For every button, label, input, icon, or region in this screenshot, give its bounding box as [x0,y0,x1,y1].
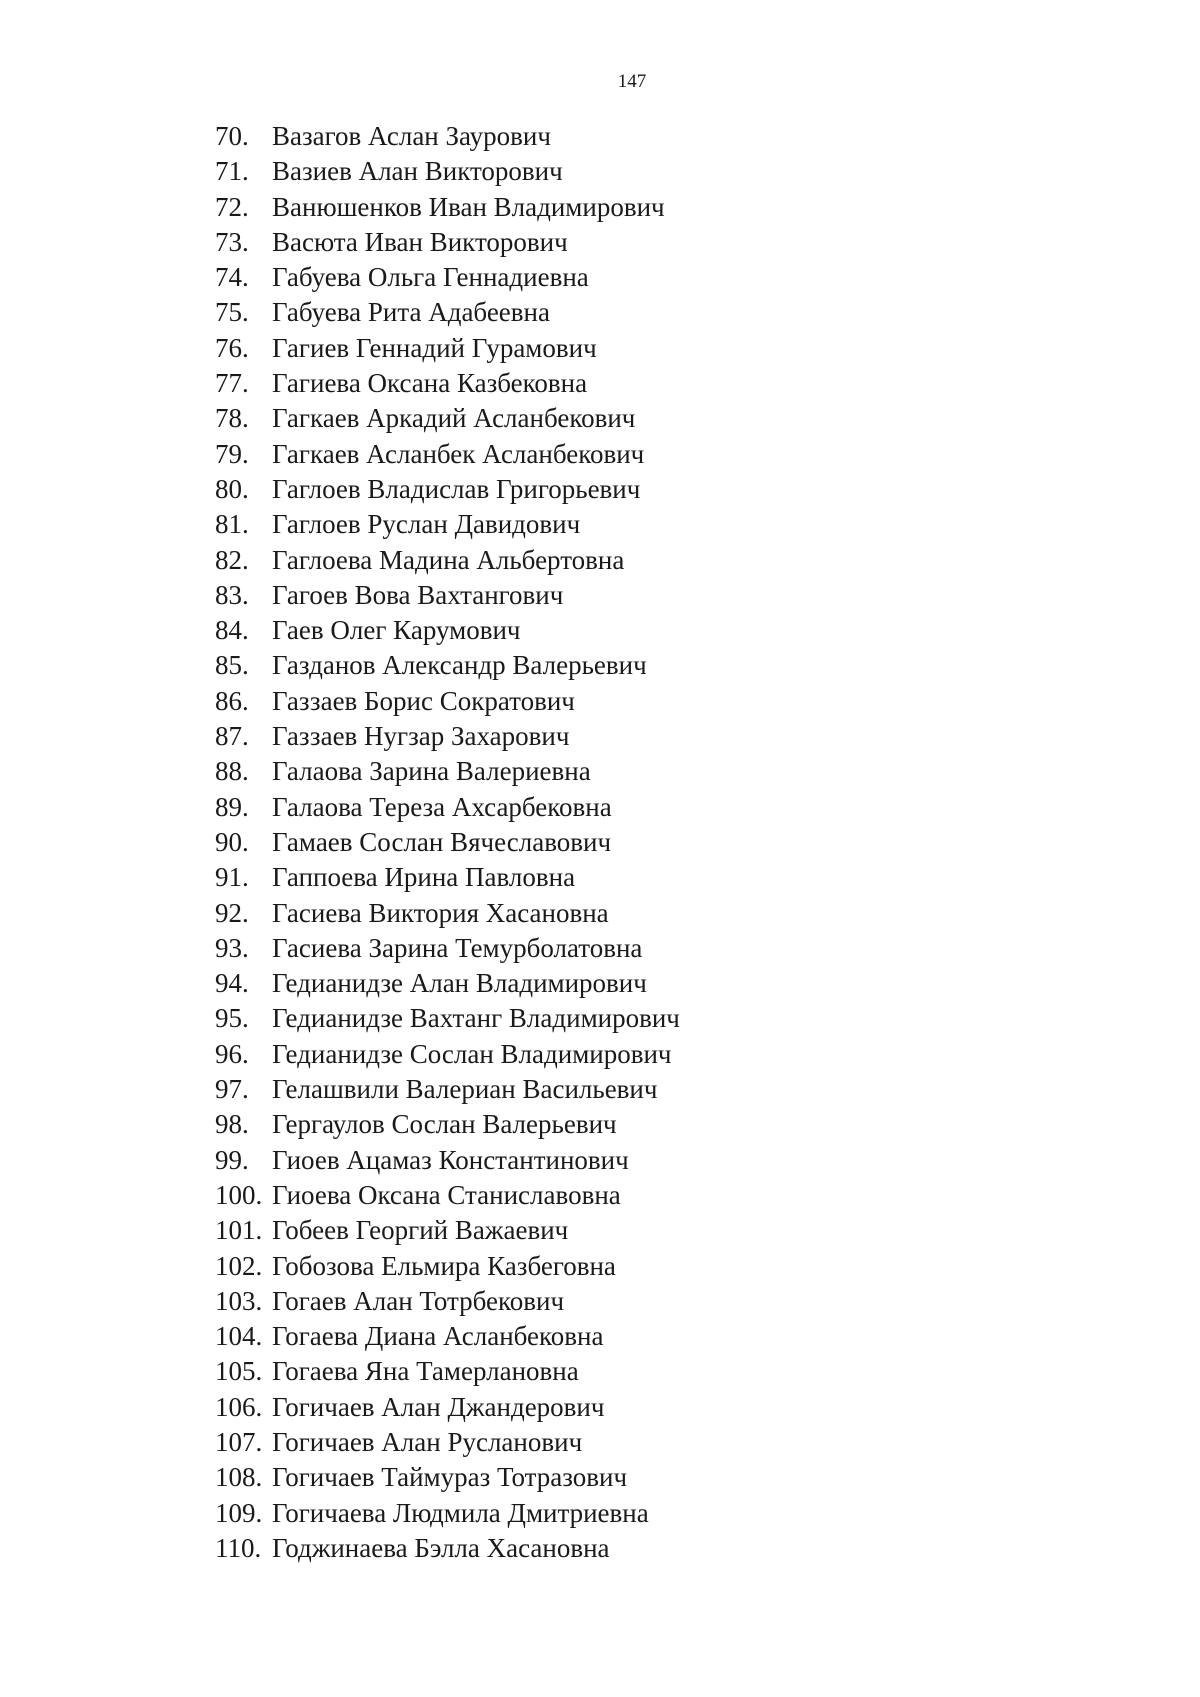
list-item [215,1460,680,1495]
list-item [215,1531,680,1566]
item-name: Гагиев Геннадий Гурамович [272,332,597,363]
item-name: Габуева Ольга Геннадиевна [272,262,589,293]
list-item [215,1354,680,1389]
item-number: 74. [215,262,249,293]
item-name: Гергаулов Сослан Валерьевич [272,1109,617,1140]
item-name: Гаев Олег Карумович [272,615,521,646]
list-item [215,1072,680,1107]
item-name: Гогаев Алан Тотрбекович [272,1285,565,1316]
item-number: 108. [215,1462,263,1493]
item-name: Годжинаева Бэлла Хасановна [272,1532,610,1563]
list-item [215,1107,680,1142]
item-number: 101. [215,1215,263,1246]
item-name: Гаппоева Ирина Павловна [272,862,576,893]
item-number: 107. [215,1426,263,1457]
page-number: 147 [617,71,647,92]
list-item [215,966,680,1001]
item-number: 72. [215,191,249,222]
list-item [215,1213,680,1248]
item-number: 70. [215,121,249,151]
item-name: Васюта Иван Викторович [272,226,568,257]
list-item [215,190,680,225]
item-name: Гобозова Ельмира Казбеговна [272,1250,616,1281]
item-number: 99. [215,1144,249,1175]
item-number: 106. [215,1391,263,1422]
item-name: Гиоев Ацамаз Константинович [272,1144,629,1175]
item-name: Гелашвили Валериан Васильевич [272,1074,658,1105]
item-number: 93. [215,932,249,963]
list-item [215,790,680,825]
item-number: 89. [215,791,249,822]
name-list [215,119,680,1566]
list-item [215,719,680,754]
item-name: Гаглоева Мадина Альбертовна [272,544,625,575]
list-item [215,401,680,436]
item-number: 75. [215,297,249,328]
list-item [215,366,680,401]
list-item [215,225,680,260]
item-number: 87. [215,721,249,752]
item-number: 80. [215,473,249,504]
item-name: Гогичаев Алан Джандерович [272,1391,605,1422]
list-item [215,1001,680,1036]
item-number: 96. [215,1038,249,1069]
item-number: 86. [215,685,249,716]
list-item [215,825,680,860]
item-name: Гогаева Диана Асланбековна [272,1321,604,1352]
list-item [215,754,680,789]
item-number: 95. [215,1003,249,1034]
item-number: 100. [215,1179,263,1210]
item-name: Ванюшенков Иван Владимирович [272,191,665,222]
item-name: Газданов Александр Валерьевич [272,650,647,681]
item-number: 104. [215,1321,263,1352]
item-name: Гедианидзе Вахтанг Владимирович [272,1003,680,1034]
item-name: Гогичаева Людмила Дмитриевна [272,1497,649,1528]
item-name: Гогичаев Алан Русланович [272,1426,583,1457]
list-item [215,154,680,189]
item-number: 77. [215,368,249,399]
list-item [215,472,680,507]
list-item [215,1390,680,1425]
item-number: 98. [215,1109,249,1140]
list-item [215,331,680,366]
item-number: 91. [215,862,249,893]
item-name: Гасиева Виктория Хасановна [272,897,609,928]
list-item [215,1143,680,1178]
list-item [215,648,680,683]
item-number: 81. [215,509,249,540]
item-name: Вазагов Аслан Заурович [272,121,551,151]
item-name: Гогичаев Таймураз Тотразович [272,1462,628,1493]
item-number: 105. [215,1356,263,1387]
item-name: Гагкаев Асланбек Асланбекович [272,438,645,469]
item-name: Гедианидзе Сослан Владимирович [272,1038,672,1069]
item-number: 103. [215,1285,263,1316]
item-name: Габуева Рита Адабеевна [272,297,550,328]
item-name: Галаова Зарина Валериевна [272,756,591,787]
item-number: 83. [215,579,249,610]
item-name: Газзаев Борис Сократович [272,685,575,716]
item-number: 92. [215,897,249,928]
item-name: Гогаева Яна Тамерлановна [272,1356,579,1387]
list-item [215,896,680,931]
item-number: 94. [215,968,249,999]
item-name: Гасиева Зарина Темурболатовна [272,932,643,963]
list-item [215,578,680,613]
item-name: Гамаев Сослан Вячеславович [272,826,612,857]
list-item [215,931,680,966]
item-number: 79. [215,438,249,469]
item-number: 71. [215,156,249,187]
list-item [215,295,680,330]
list-item [215,1249,680,1284]
item-name: Гедианидзе Алан Владимирович [272,968,647,999]
list-item [215,543,680,578]
item-name: Гагоев Вова Вахтангович [272,579,564,610]
item-name: Гаглоев Владислав Григорьевич [272,473,641,504]
item-number: 84. [215,615,249,646]
item-number: 90. [215,826,249,857]
item-number: 97. [215,1074,249,1105]
item-number: 85. [215,650,249,681]
item-name: Гагкаев Аркадий Асланбекович [272,403,636,434]
item-name: Гиоева Оксана Станиславовна [272,1179,621,1210]
list-item [215,684,680,719]
list-item [215,1496,680,1531]
list-item [215,860,680,895]
item-number: 78. [215,403,249,434]
item-number: 88. [215,756,249,787]
item-name: Гаглоев Руслан Давидович [272,509,581,540]
item-name: Галаова Тереза Ахсарбековна [272,791,612,822]
item-number: 82. [215,544,249,575]
list-item [215,1319,680,1354]
list-item [215,1284,680,1319]
item-number: 76. [215,332,249,363]
item-number: 102. [215,1250,263,1281]
item-number: 110. [215,1532,262,1563]
item-name: Газзаев Нугзар Захарович [272,721,570,752]
item-number: 73. [215,226,249,257]
list-item [215,507,680,542]
item-number: 109. [215,1497,263,1528]
list-item [215,613,680,648]
list-item [215,1037,680,1072]
list-item [215,119,680,154]
list-item [215,1425,680,1460]
item-name: Вазиев Алан Викторович [272,156,563,187]
item-name: Гагиева Оксана Казбековна [272,368,588,399]
item-name: Гобеев Георгий Важаевич [272,1215,569,1246]
list-item [215,260,680,295]
list-item [215,437,680,472]
list-item [215,1178,680,1213]
